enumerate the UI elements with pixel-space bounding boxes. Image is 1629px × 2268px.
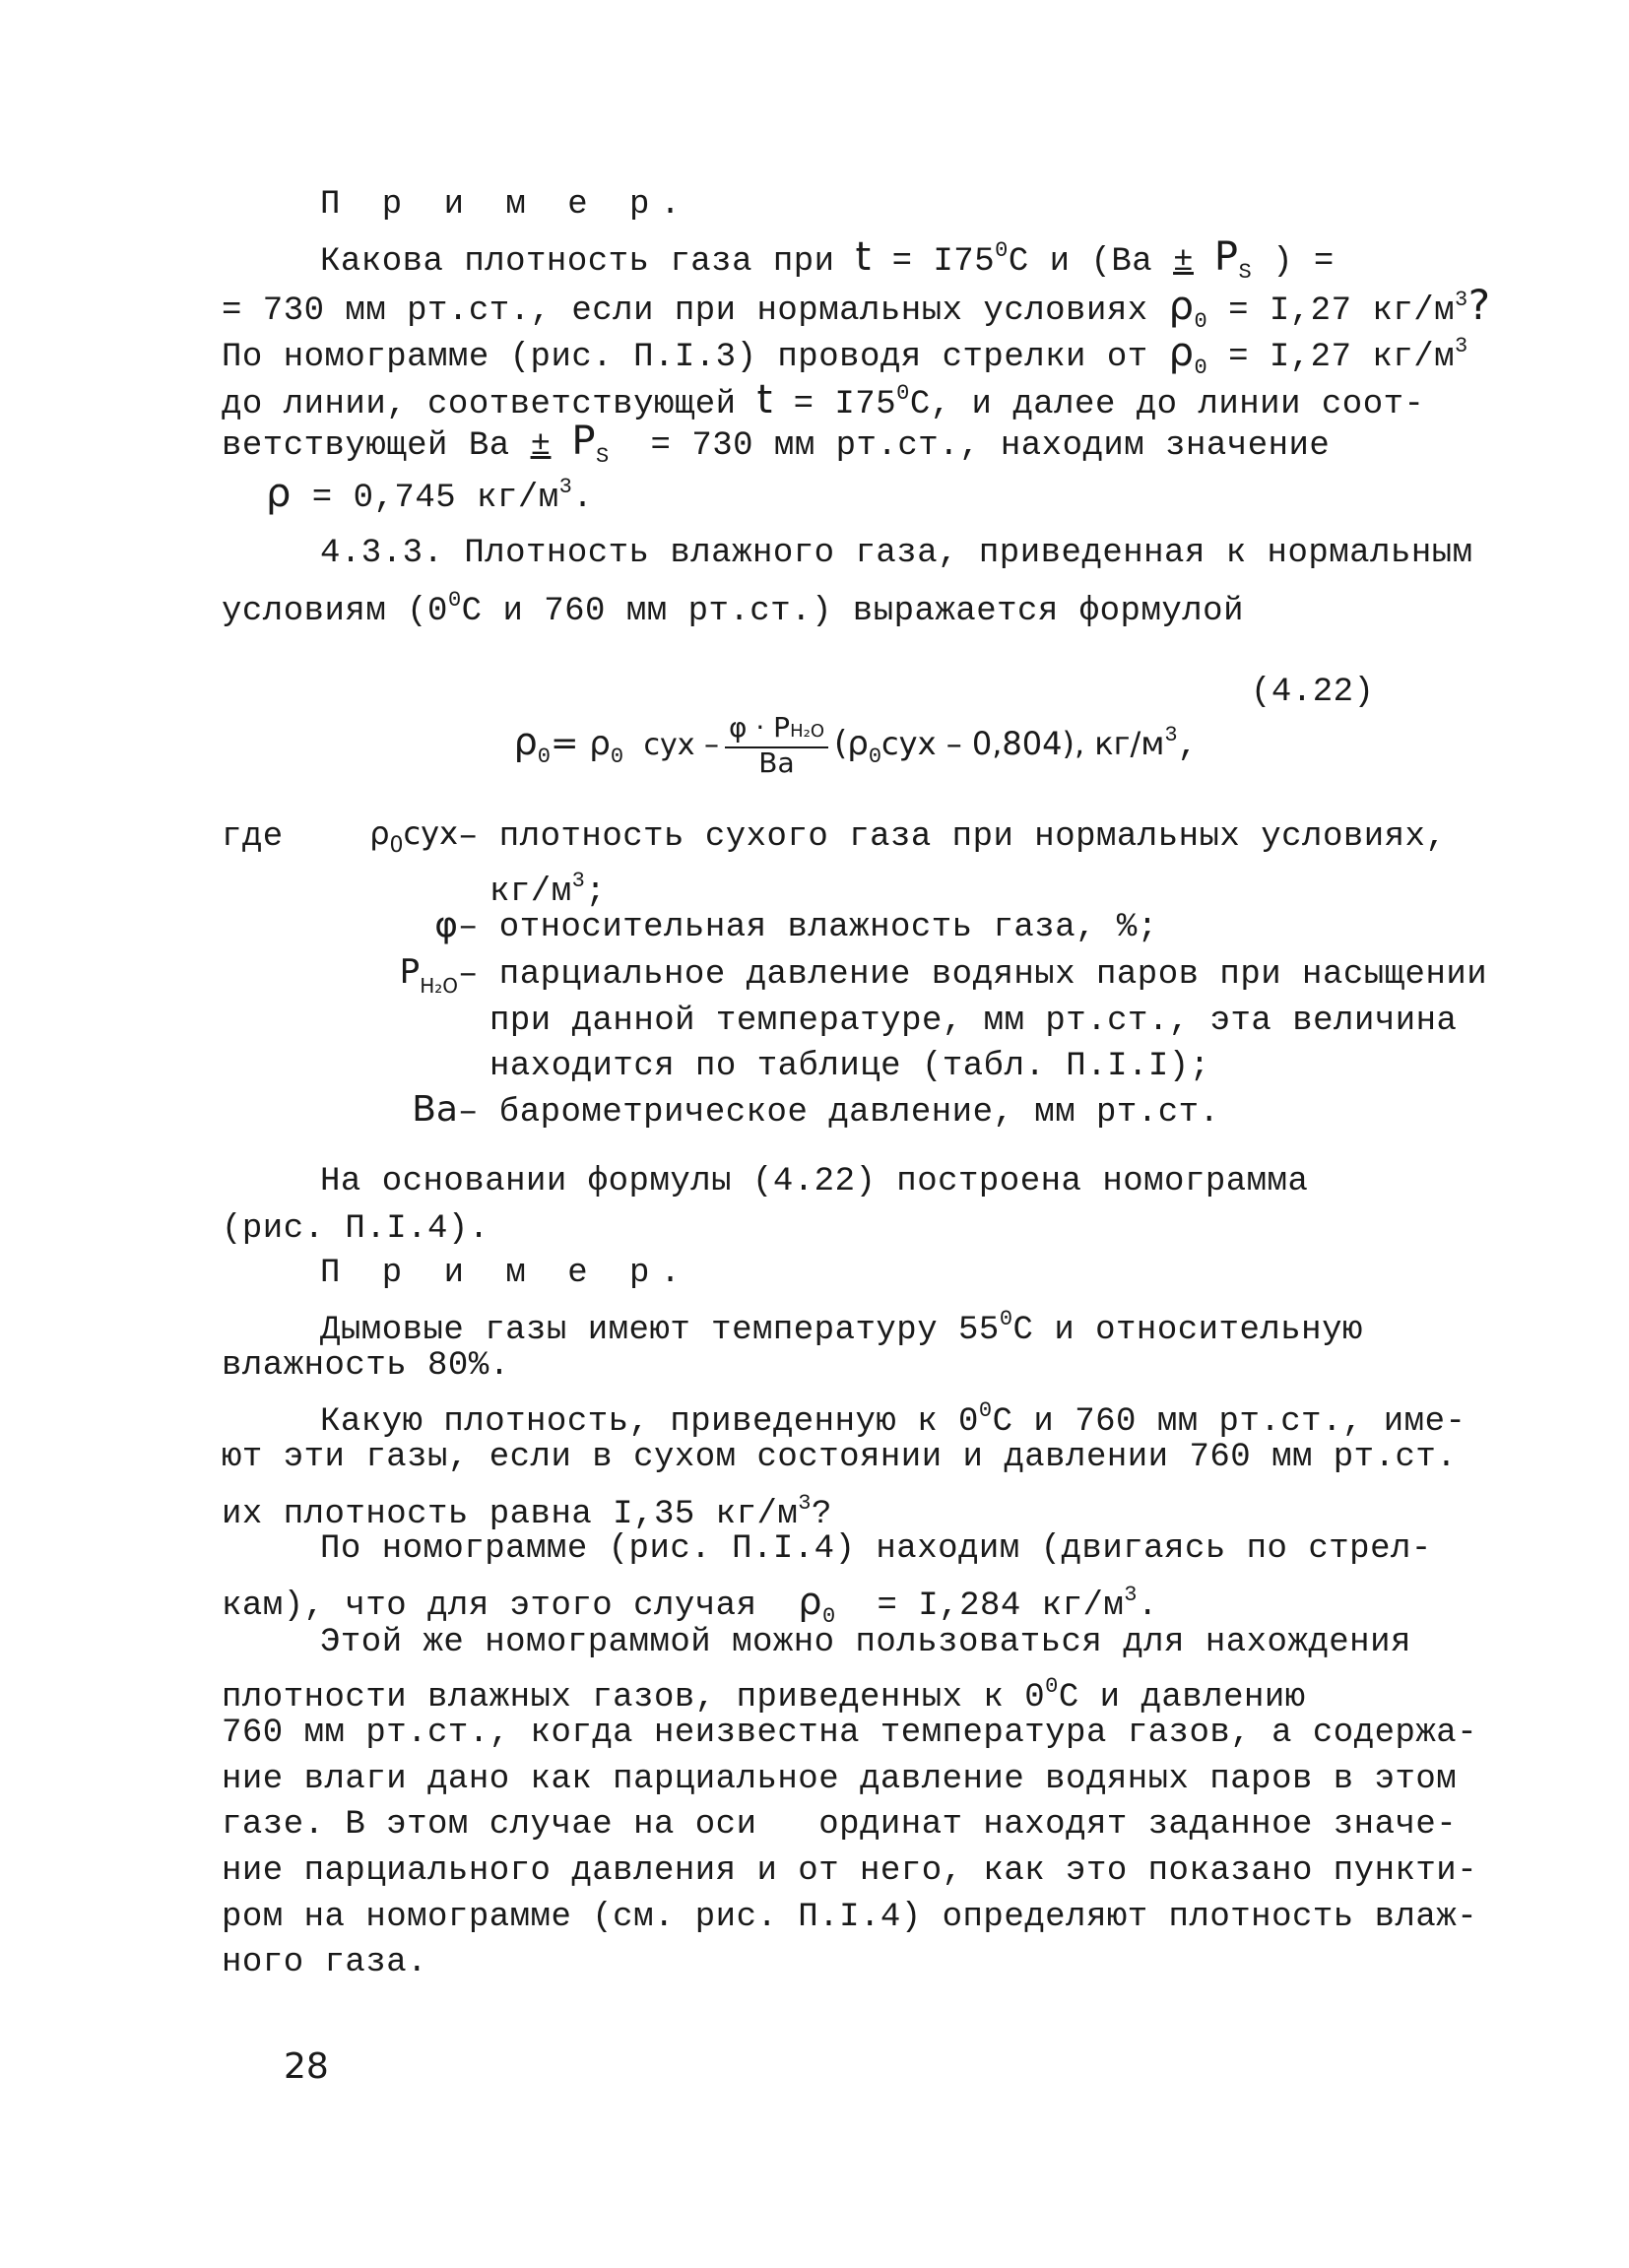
formula-number: (4.22) (1251, 674, 1375, 711)
example2-line-2: влажность 80%. (222, 1347, 510, 1385)
example1-result: ρ = 0,745 $кг/м^3$. (266, 471, 594, 517)
example1-line-5: ветствующей Ва ± $P_S = 730$ мм рт.ст., находим значение (222, 419, 1331, 469)
example2-line-3: Какую плотность, приведенную к $0^0С$ и 760 мм рт.ст., име- (320, 1398, 1466, 1441)
example1-line-3: По номограмме (рис. П.I.3) проводя стрелки от $\rho_0 = I,27$ $кг/м^3$ (222, 330, 1468, 380)
def-4-line-1: – барометрическое давление, мм рт.ст. (458, 1094, 1220, 1132)
def-1-line-1: – плотность сухого газа при нормальных условиях, (458, 818, 1447, 856)
def-3-line-2: при данной температуре, мм рт.ст., эта величина (489, 1003, 1458, 1040)
final-para-line-7: ром на номограмме (см. рис. П.I.4) определяют плотность влаж- (222, 1899, 1478, 1936)
final-para-line-8: ного газа. (222, 1944, 428, 1981)
formula-fraction: $\frac{\text{φ · PH₂O}}{Ba}$ (725, 713, 828, 778)
nomogram-note-line-2: (рис. П.I.4). (222, 1210, 489, 1248)
example-heading-2: П р и м е р. (320, 1255, 691, 1292)
example2-line-1: Дымовые газы имеют температуру $55^0С$ и относительную (320, 1307, 1363, 1349)
final-para-line-2: плотности влажных газов, приведенных к $0^0С$ и давлению (222, 1674, 1306, 1717)
example-heading-1: П р и м е р. (320, 186, 691, 224)
page-number: 28 (284, 2046, 329, 2087)
final-para-line-4: ние влаги дано как парциальное давление водяных паров в этом (222, 1761, 1458, 1798)
formula-4-22: $\rho_0= \rho_0$ сух – $\frac{\text{φ · PH₂O}}{Ba}$ $(\rho_0сух - 0,804)$, $кг/м^3$, (513, 711, 1198, 779)
def-1-line-2: $кг/м^3$; (489, 869, 607, 911)
example1-line-4: до линии, соответствующей $t = I75^0С$, и далее до линии соот- (222, 377, 1425, 423)
def-2-line-1: – относительная влажность газа, %; (458, 909, 1158, 946)
def-symbol-ba: Ba (412, 1089, 458, 1130)
def-3-line-3: находится по таблице (табл. П.I.I); (489, 1048, 1210, 1085)
final-para-line-5: газе. В этом случае на оси ординат находят заданное значе- (222, 1806, 1458, 1844)
def-symbol-ph2o: $P_{H_2O}$ (399, 952, 458, 998)
where-label: где (222, 818, 284, 856)
final-para-line-1: Этой же номограммой можно пользоваться для нахождения (320, 1624, 1411, 1661)
section-4-3-3-line-2: условиям ($0^0С$ и 760 мм рт.ст.) выражается формулой (222, 588, 1244, 630)
example1-line-2: = 730 мм рт.ст., если при нормальных условиях $\rho_0 = I,27$ $кг/м^3$? (222, 281, 1491, 334)
example2-line-6: По номограмме (рис. П.I.4) находим (двигаясь по стрел- (320, 1530, 1432, 1568)
nomogram-note-line-1: На основании формулы (4.22) построена номограмма (320, 1163, 1309, 1200)
example2-line-7: кам), что для этого случая $\rho_0 = I,284$ $кг/м^3$. (222, 1580, 1158, 1629)
final-para-line-3: 760 мм рт.ст., когда неизвестна температура газов, а содержа- (222, 1715, 1478, 1752)
example2-line-5: их плотность равна I,35 $кг/м^3$? (222, 1491, 832, 1533)
def-symbol-rho0cyx: $\rho_0сух$ (369, 814, 458, 858)
example1-line-1: Какова плотность газа при $t = I75^0С$ и ($Ва \pm P_S$ ) = (320, 234, 1335, 285)
final-para-line-6: ние парциального давления и от него, как это показано пункти- (222, 1852, 1478, 1890)
example2-line-4: ют эти газы, если в сухом состоянии и давлении 760 мм рт.ст. (222, 1439, 1458, 1476)
section-4-3-3-line-1: 4.3.3. Плотность влажного газа, приведенная к нормальным (320, 535, 1473, 572)
def-symbol-phi: φ (434, 905, 458, 945)
def-3-line-1: – парциальное давление водяных паров при насыщении (458, 956, 1488, 994)
